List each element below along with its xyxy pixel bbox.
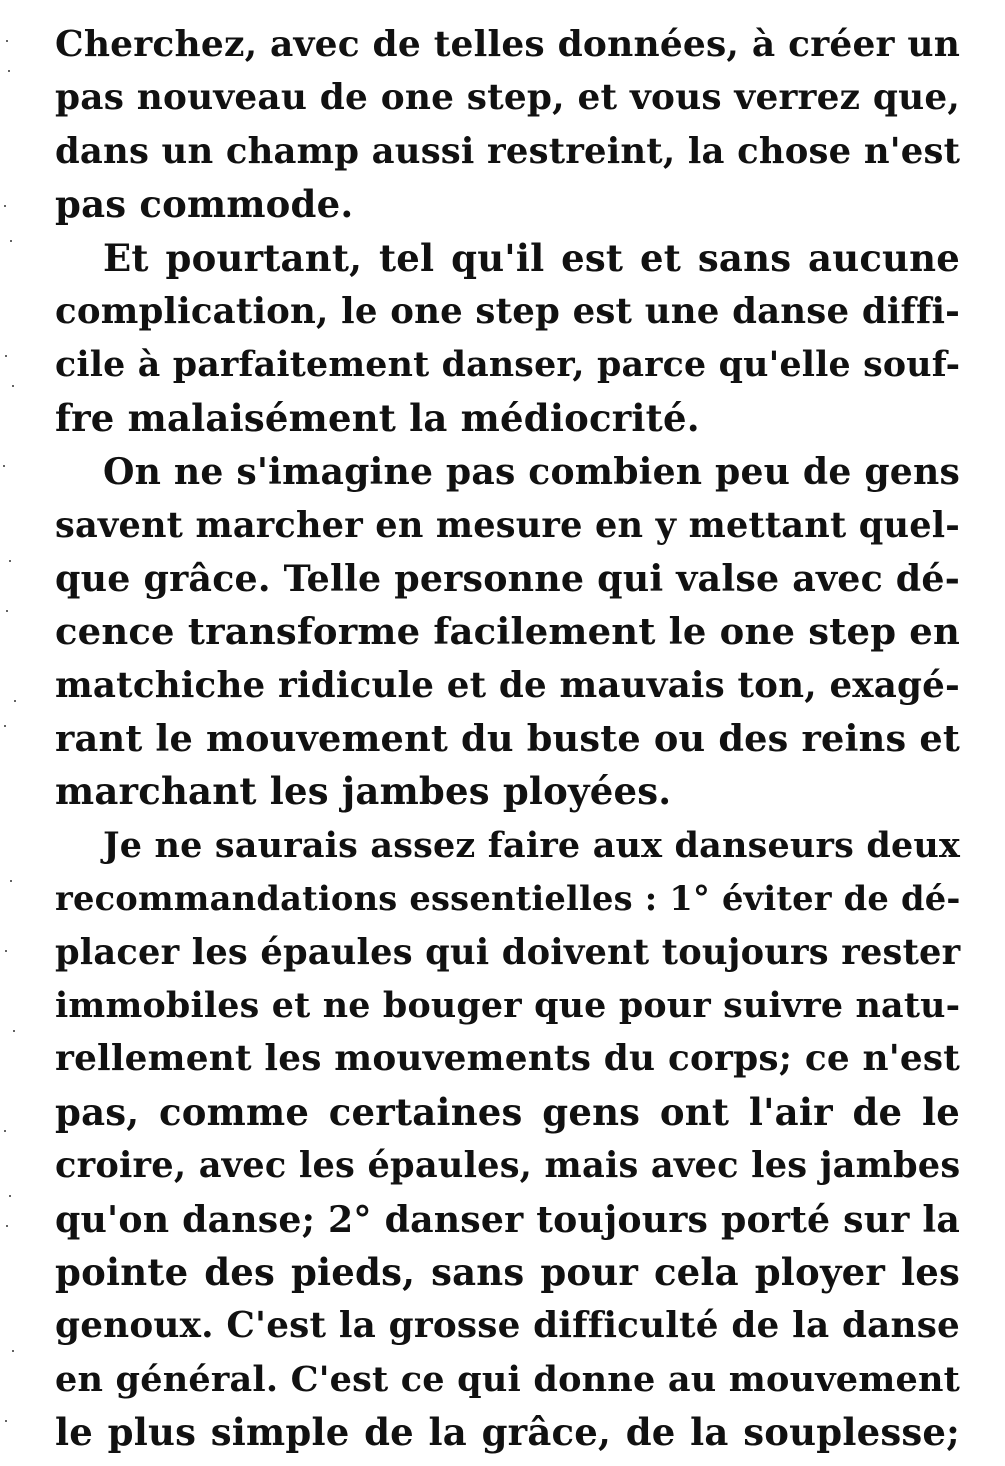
- text-line: complication, le one step est une danse diffi-: [55, 290, 961, 332]
- text-line: cence transforme facilement le one step en: [55, 609, 960, 654]
- speckle: [5, 1420, 7, 1422]
- speckle: [4, 1130, 6, 1132]
- text-line: immobiles et ne bouger que pour suivre natu-: [55, 985, 961, 1027]
- text-line: savent marcher en mesure en y mettant quel-: [55, 504, 960, 546]
- speckle: [5, 950, 7, 952]
- text-line: pointe des pieds, sans pour cela ployer les: [55, 1249, 960, 1294]
- speckle: [6, 40, 8, 42]
- speckle: [10, 880, 12, 882]
- text-line: pas commode.: [55, 182, 354, 227]
- text-line: pas nouveau de one step, et vous verrez que,: [55, 76, 961, 119]
- text-line: pas, comme certaines gens ont l'air de le: [55, 1089, 960, 1134]
- speckle: [4, 725, 6, 727]
- text-line: le plus simple de la grâce, de la souplesse;: [55, 1410, 960, 1455]
- text-line: matchiche ridicule et de mauvais ton, exagé-: [55, 664, 960, 706]
- text-line: que grâce. Telle personne qui valse avec dé-: [55, 556, 961, 600]
- speckle: [5, 355, 7, 357]
- speckle: [3, 465, 5, 467]
- text-line: Je ne saurais assez faire aux danseurs deux: [103, 824, 961, 866]
- speckle: [12, 385, 14, 387]
- speckle: [4, 205, 6, 207]
- text-line: marchant les jambes ployées.: [55, 769, 672, 814]
- speckle: [9, 1195, 11, 1197]
- text-line: Et pourtant, tel qu'il est et sans aucune: [103, 235, 960, 280]
- text-line: dans un champ aussi restreint, la chose n'est: [55, 130, 961, 172]
- text-line: rellement les mouvements du corps; ce n'est: [55, 1037, 960, 1080]
- text-line: genoux. C'est la grosse difficulté de la danse: [55, 1304, 960, 1347]
- text-line: rant le mouvement du buste ou des reins et: [55, 717, 960, 761]
- speckle: [10, 240, 12, 242]
- speckle: [9, 560, 11, 562]
- speckle: [14, 700, 16, 702]
- text-line: placer les épaules qui doivent toujours rester: [55, 931, 961, 973]
- text-line: On ne s'imagine pas combien peu de gens: [103, 450, 960, 494]
- text-line: recommandations essentielles : 1° éviter de dé-: [55, 878, 961, 919]
- text-line: en général. C'est ce qui donne au mouvement: [55, 1358, 961, 1400]
- text-line: cile à parfaitement danser, parce qu'elle souf-: [55, 344, 961, 386]
- speckle: [6, 1225, 8, 1227]
- speckle: [6, 610, 8, 612]
- margin-speckles: [0, 0, 40, 1466]
- text-line: Cherchez, avec de telles données, à créer un: [55, 23, 961, 65]
- speckle: [8, 70, 10, 72]
- body-text: [55, 18, 960, 1460]
- text-line: croire, avec les épaules, mais avec les jambes: [55, 1145, 961, 1187]
- speckle: [12, 1350, 14, 1352]
- speckle: [13, 1030, 15, 1032]
- text-line: qu'on danse; 2° danser toujours porté sur la: [55, 1197, 960, 1241]
- text-line: fre malaisément la médiocrité.: [55, 395, 700, 440]
